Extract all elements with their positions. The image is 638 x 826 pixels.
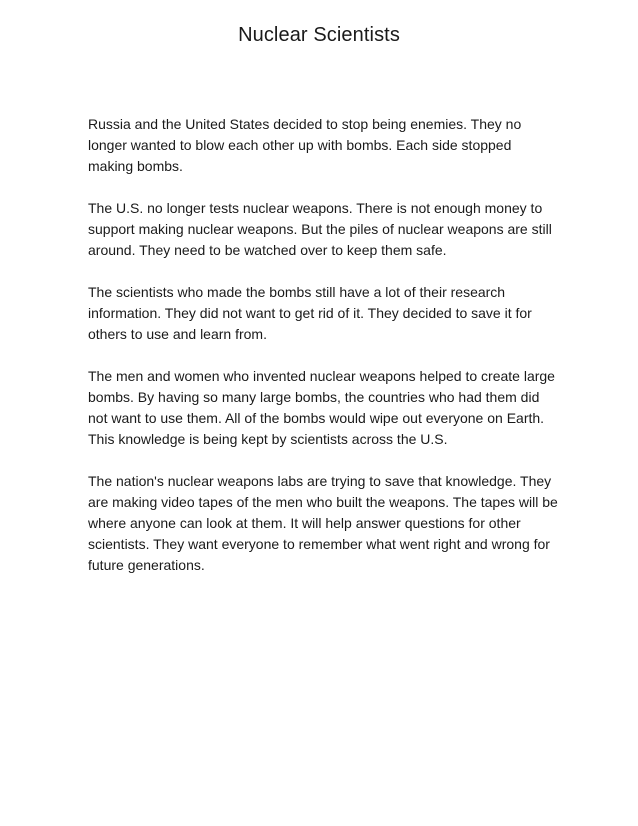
paragraph: The men and women who invented nuclear weapons helped to create large bombs. By having so many large bombs, the countries who had them did not want to use them. All of the bombs would wipe out everyone on Earth. This knowledge is being kept by scientists across the U.S. [88,368,555,447]
document-title: Nuclear Scientists [238,24,400,46]
paragraph: The scientists who made the bombs still have a lot of their research information. They did not want to get rid of it. They decided to save it for others to use and learn from. [88,284,532,342]
document-body [88,114,558,597]
paragraph: Russia and the United States decided to stop being enemies. They no longer wanted to blow each other up with bombs. Each side stopped making bombs. [88,116,522,174]
paragraph: The U.S. no longer tests nuclear weapons. There is not enough money to support making nuclear weapons. But the piles of nuclear weapons are still around. They need to be watched over to keep them safe. [88,200,552,258]
paragraph: The nation's nuclear weapons labs are trying to save that knowledge. They are making video tapes of the men who built the weapons. The tapes will be where anyone can look at them. It will help answer questions for other scientists. They want everyone to remember what went right and wrong for future generations. [88,473,558,573]
